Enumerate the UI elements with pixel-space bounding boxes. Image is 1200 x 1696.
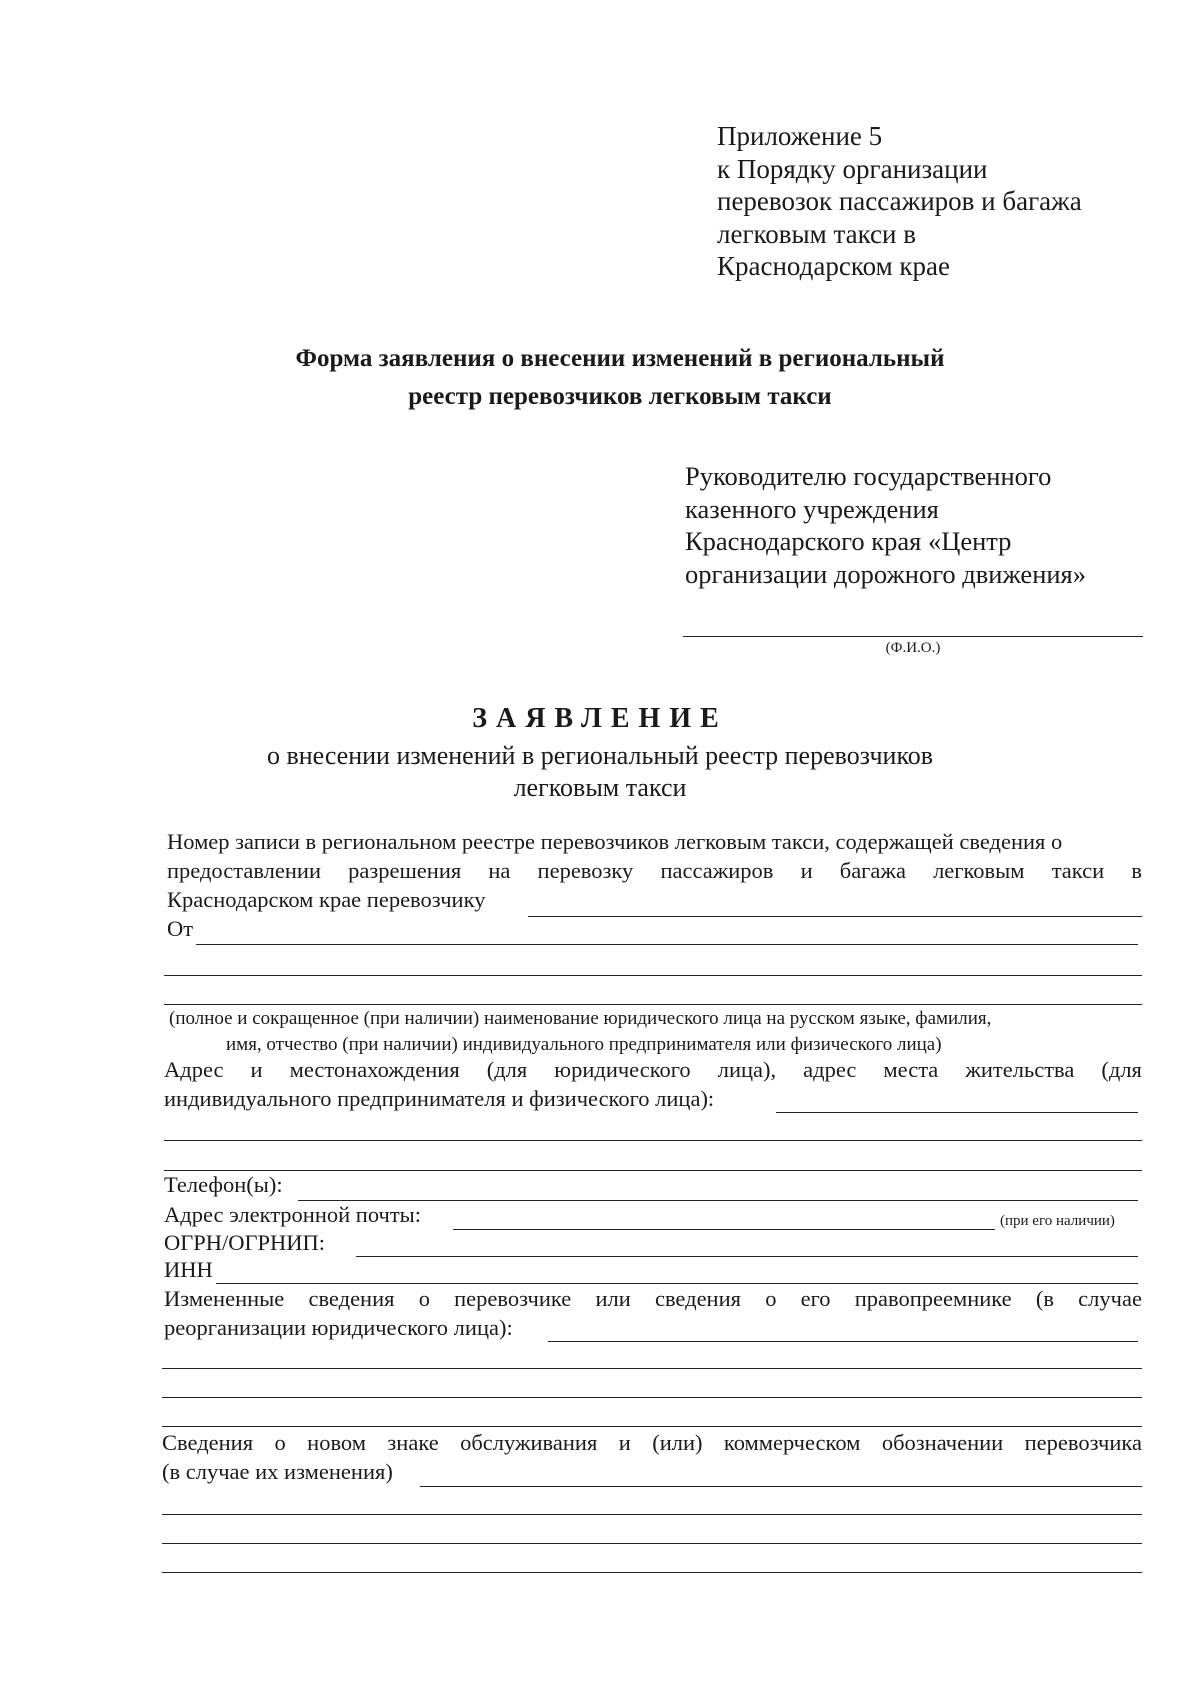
word: (или) (652, 1430, 703, 1455)
service-mark-field-line[interactable] (162, 1543, 1142, 1544)
word: места (883, 1057, 939, 1082)
word: лица), (717, 1057, 777, 1082)
email-note: (при его наличии) (1000, 1213, 1115, 1229)
addressee-line: Руководителю государственного (685, 461, 1052, 491)
word: правопреемнике (854, 1286, 1012, 1311)
phone-field[interactable] (298, 1200, 1138, 1201)
service-mark-label-line: (в случае их изменения) (162, 1459, 393, 1484)
changes-label-line-justified (164, 1286, 1142, 1312)
word: предоставлении (167, 858, 321, 883)
from-field[interactable] (196, 944, 1138, 945)
inn-field[interactable] (216, 1283, 1138, 1284)
statement-title: ЗАЯВЛЕНИЕ (472, 703, 728, 734)
fio-field[interactable] (683, 636, 1143, 637)
appendix-line: легковым такси в (717, 218, 916, 249)
appendix-line: Краснодарском крае (717, 251, 951, 281)
statement-subtitle (100, 740, 1100, 804)
word: его (800, 1286, 831, 1311)
address-field-line[interactable] (164, 1170, 1142, 1171)
addressee-line: казенного учреждения (685, 493, 939, 524)
word: юридического (554, 1057, 691, 1082)
fio-caption: (Ф.И.О.) (885, 640, 941, 656)
name-caption: (полное и сокращенное (при наличии) наименование юридического лица на русском языке, фамилия, (169, 1008, 992, 1029)
word: и (800, 858, 813, 883)
word: обозначении (881, 1430, 1004, 1455)
statement-subtitle-line: легковым такси (513, 773, 687, 802)
appendix-line: перевозок пассажиров и багажа (717, 186, 1082, 216)
word: багажа (839, 858, 906, 883)
word: адрес (803, 1057, 857, 1082)
inn-label: ИНН (164, 1257, 213, 1282)
word: знаке (387, 1430, 439, 1455)
word: разрешения (348, 858, 462, 883)
word: о (418, 1286, 430, 1311)
changes-field[interactable] (548, 1341, 1138, 1342)
email-field[interactable] (453, 1229, 995, 1230)
phone-label: Телефон(ы): (164, 1172, 283, 1197)
word: новом (307, 1430, 366, 1455)
from-label: От (167, 916, 194, 941)
word: о (274, 1430, 286, 1455)
address-field[interactable] (776, 1112, 1138, 1113)
address-label-line: индивидуального предпринимателя и физического лица): (164, 1086, 715, 1111)
email-label: Адрес электронной почты: (164, 1202, 422, 1227)
word: такси (1051, 858, 1105, 883)
word: Адрес (164, 1057, 224, 1082)
word: перевозчике (454, 1286, 572, 1311)
address-field-line[interactable] (164, 1140, 1142, 1141)
addressee-line: организации дорожного движения» (685, 558, 1086, 589)
word: легковым (933, 858, 1025, 883)
word: Измененные (164, 1286, 285, 1311)
record-number-field[interactable] (528, 916, 1142, 917)
statement-subtitle-line: о внесении изменений в региональный реестр перевозчиков (266, 741, 934, 770)
word: коммерческом (723, 1430, 861, 1455)
ogrn-label: ОГРН/ОГРНИП: (164, 1230, 326, 1255)
service-mark-label-line-justified (162, 1430, 1142, 1456)
addressee-line: Краснодарского края «Центр (685, 526, 1012, 556)
appendix-note (717, 120, 1082, 283)
from-field-line[interactable] (164, 975, 1142, 976)
word: (в (1035, 1286, 1054, 1311)
word: пассажиров (660, 858, 774, 883)
form-title-line: Форма заявления о внесении изменений в региональный (295, 345, 945, 372)
address-label-line-justified (164, 1057, 1142, 1083)
appendix-line: Приложение 5 (717, 121, 883, 151)
word: о (765, 1286, 777, 1311)
changes-field-line[interactable] (162, 1426, 1142, 1427)
service-mark-field[interactable] (420, 1486, 1142, 1487)
word: Сведения (162, 1430, 254, 1455)
word: и (250, 1057, 263, 1082)
word: перевозку (537, 858, 634, 883)
word: сведения (308, 1286, 395, 1311)
ogrn-field[interactable] (356, 1256, 1138, 1257)
from-field-line[interactable] (164, 1004, 1142, 1005)
name-caption: имя, отчество (при наличии) индивидуального предпринимателя или физического лица) (226, 1034, 942, 1055)
word: местонахождения (289, 1057, 460, 1082)
service-mark-field-line[interactable] (162, 1514, 1142, 1515)
form-title (200, 340, 1040, 416)
changes-label-line: реорганизации юридического лица): (164, 1315, 513, 1340)
service-mark-field-line[interactable] (162, 1572, 1142, 1573)
word: и (618, 1430, 631, 1455)
word: обслуживания (460, 1430, 598, 1455)
word: (для (1101, 1057, 1142, 1082)
word: жительства (965, 1057, 1075, 1082)
appendix-line: к Порядку организации (717, 153, 988, 184)
word: перевозчика (1024, 1430, 1142, 1455)
changes-field-line[interactable] (162, 1397, 1142, 1398)
word: случае (1078, 1286, 1142, 1311)
changes-field-line[interactable] (162, 1368, 1142, 1369)
word: или (595, 1286, 631, 1311)
record-label-line: Номер записи в региональном реестре перевозчиков легковым такси, содержащей сведения о (167, 829, 1063, 854)
word: сведения (654, 1286, 741, 1311)
form-title-line: реестр перевозчиков легковым такси (408, 383, 832, 410)
word: на (488, 858, 511, 883)
word: (для (486, 1057, 528, 1082)
word: в (1131, 858, 1142, 883)
addressee-block (685, 460, 1086, 590)
record-label-line: Краснодарском крае перевозчику (167, 887, 486, 912)
record-label-line-justified (167, 858, 1142, 884)
